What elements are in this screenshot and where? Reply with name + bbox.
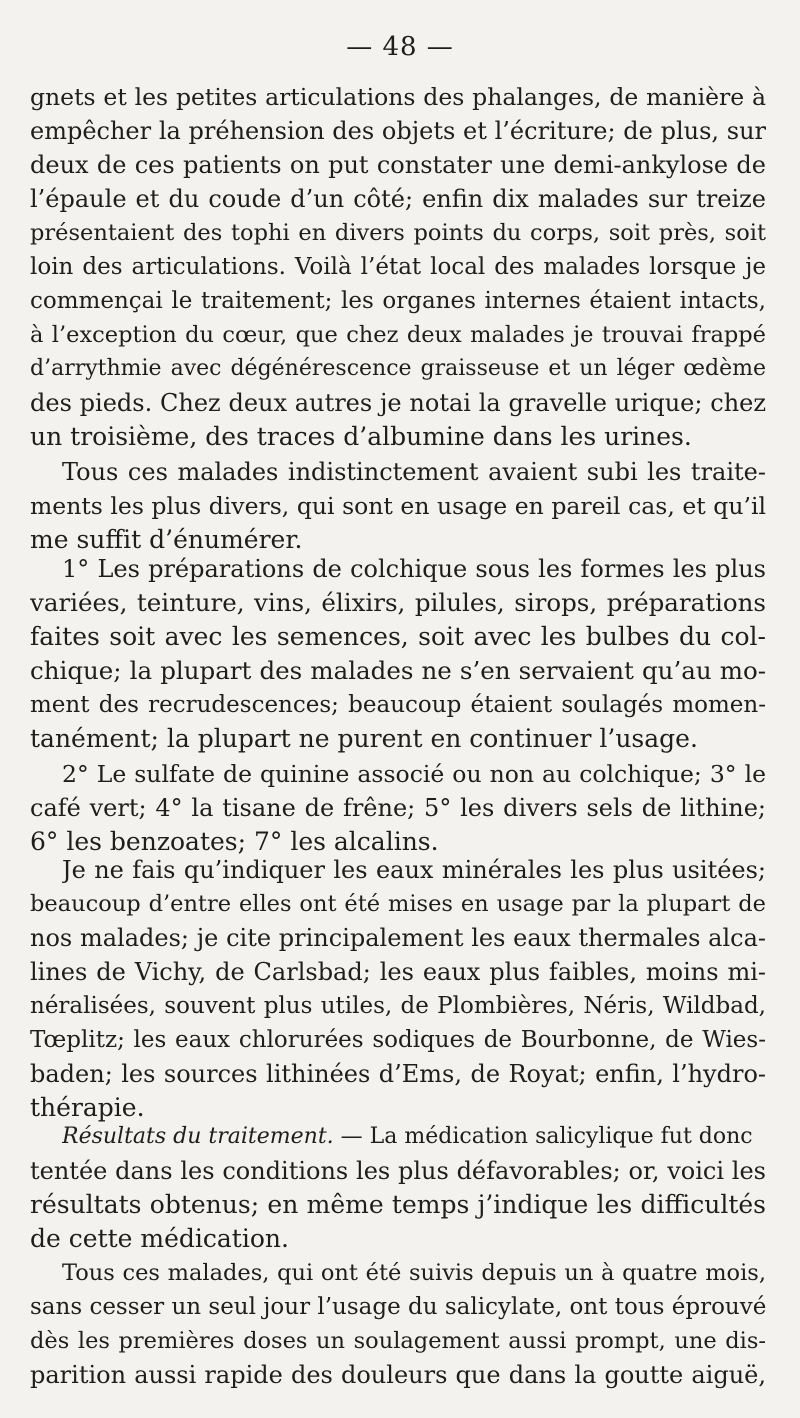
- text-line: de cette médication.: [30, 1224, 289, 1253]
- text-line: empêcher la préhension des objets et l’écriture; de plus, sur: [30, 117, 766, 145]
- text-line: d’arrythmie avec dégénérescence graisseuse et un léger œdème: [30, 356, 766, 381]
- text-line: nos malades; je cite principalement les eaux thermales alca-: [30, 924, 766, 952]
- text-line: beaucoup d’entre elles ont été mises en usage par la plupart de: [30, 891, 766, 917]
- paragraph-first-line: Je ne fais qu’indiquer les eaux minérales les plus usitées;: [62, 856, 766, 884]
- text-line: 6° les benzoates; 7° les alcalins.: [30, 827, 439, 856]
- text-line: Tœplitz; les eaux chlorurées sodiques de Bourbonne, de Wies-: [30, 1027, 766, 1053]
- section-heading: Résultats du traitement.: [62, 1124, 334, 1149]
- page-number: — 48 —: [346, 32, 454, 62]
- text-line: gnets et les petites articulations des phalanges, de manière à: [30, 83, 766, 111]
- text-line: tentée dans les conditions les plus défavorables; or, voici les: [30, 1157, 766, 1185]
- text-line: loin des articulations. Voilà l’état local des malades lorsque je: [30, 254, 766, 280]
- section-heading-line: [62, 1120, 766, 1154]
- paragraph-first-line: Tous ces malades indistinctement avaient subi les traite-: [62, 458, 766, 486]
- text-line: dès les premières doses un soulagement aussi prompt, une dis-: [30, 1328, 766, 1354]
- text-line: ments les plus divers, qui sont en usage en pareil cas, et qu’il: [30, 492, 766, 520]
- paragraph-first-line: 2° Le sulfate de quinine associé ou non au colchique; 3° le: [62, 760, 766, 788]
- text-line: baden; les sources lithinées d’Ems, de Royat; enfin, l’hydro-: [30, 1060, 766, 1088]
- text-line: lines de Vichy, de Carlsbad; les eaux plus faibles, moins mi-: [30, 958, 766, 986]
- section-text: — La médication salicylique fut donc: [333, 1124, 753, 1149]
- text-line: un troisième, des traces d’albumine dans les urines.: [30, 422, 692, 451]
- paragraph-first-line: Tous ces malades, qui ont été suivis depuis un à quatre mois,: [62, 1260, 766, 1286]
- text-line: ment des recrudescences; beaucoup étaient soulagés momen-: [30, 692, 766, 718]
- text-line: présentaient des tophi en divers points du corps, soit près, soit: [30, 220, 766, 246]
- text-line: résultats obtenus; en même temps j’indique les difficultés: [30, 1190, 766, 1219]
- text-line: néralisées, souvent plus utiles, de Plombières, Néris, Wildbad,: [30, 993, 766, 1019]
- text-line: café vert; 4° la tisane de frêne; 5° les divers sels de lithine;: [30, 794, 766, 822]
- text-line: me suffit d’énumérer.: [30, 525, 303, 554]
- paragraph-first-line: 1° Les préparations de colchique sous les formes les plus: [62, 555, 766, 583]
- text-line: deux de ces patients on put constater une demi-ankylose de: [30, 151, 766, 179]
- text-line: thérapie.: [30, 1093, 145, 1122]
- text-line: variées, teinture, vins, élixirs, pilules, sirops, préparations: [30, 588, 766, 617]
- text-line: tanément; la plupart ne purent en continuer l’usage.: [30, 724, 698, 753]
- text-line: commençai le traitement; les organes internes étaient intacts,: [30, 288, 766, 314]
- text-line: à l’exception du cœur, que chez deux malades je trouvai frappé: [30, 322, 766, 348]
- text-line: faites soit avec les semences, soit avec les bulbes du col-: [30, 622, 766, 651]
- text-line: parition aussi rapide des douleurs que dans la goutte aiguë,: [30, 1361, 766, 1389]
- text-line: sans cesser un seul jour l’usage du salicylate, ont tous éprouvé: [30, 1294, 766, 1320]
- text-line: l’épaule et du coude d’un côté; enfin dix malades sur treize: [30, 185, 766, 213]
- text-line: chique; la plupart des malades ne s’en servaient qu’au mo-: [30, 656, 766, 685]
- text-line: des pieds. Chez deux autres je notai la gravelle urique; chez: [30, 389, 766, 417]
